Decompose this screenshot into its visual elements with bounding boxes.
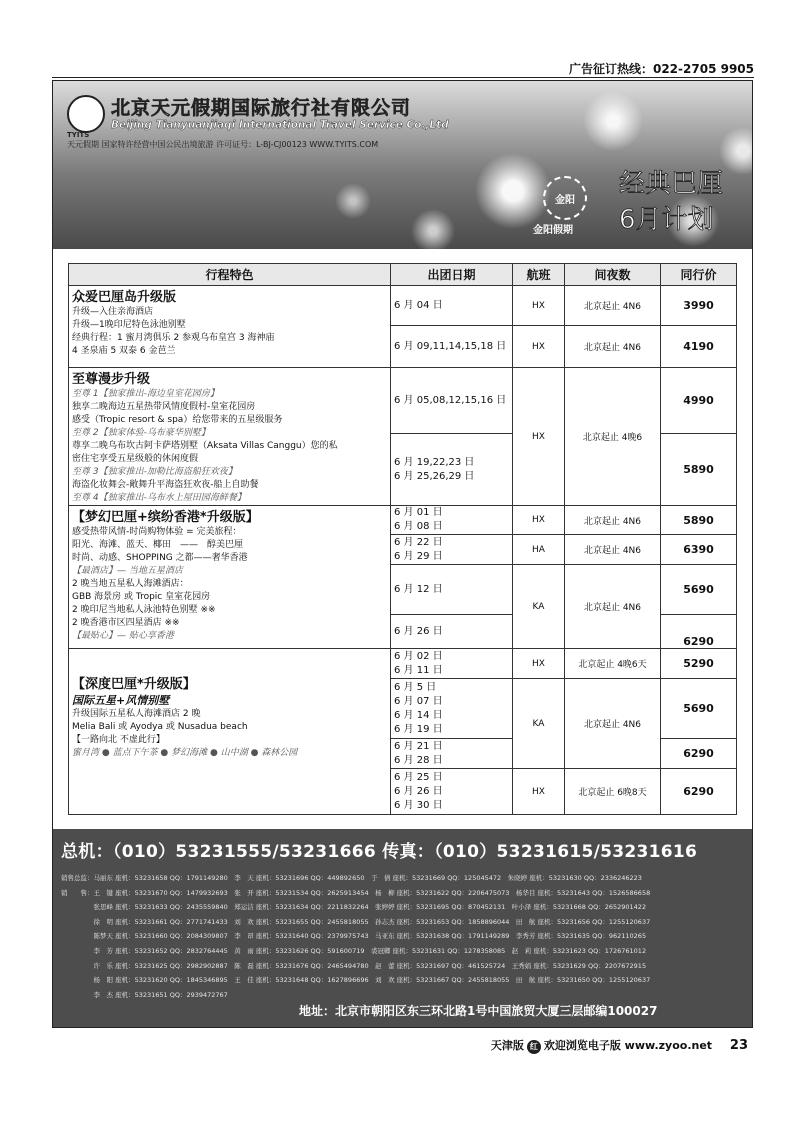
date-cell	[391, 679, 513, 739]
date-cell	[391, 535, 513, 565]
license-line: 天元假期 国家特许经营中国公民出境旅游 许可证号：L-BJ-CJ00123 WWW.TYITS.COM	[67, 140, 379, 149]
date-line: 6 月 08 日	[394, 521, 443, 532]
section2-features	[69, 368, 391, 506]
table-row	[69, 649, 737, 679]
price-cell: 5690	[661, 565, 737, 615]
price-cell: 3990	[661, 286, 737, 326]
price-cell: 6390	[661, 535, 737, 565]
company-logo-icon	[67, 95, 105, 133]
date-cell	[391, 769, 513, 815]
flight-cell: HX	[513, 286, 565, 326]
nights-cell: 北京起止 4N6	[565, 286, 661, 326]
price-cell: 5890	[661, 434, 737, 506]
address: 地址：北京市朝阳区东三环北路1号中国旅贸大厦三层邮编100027	[299, 1004, 658, 1018]
feature-line: 海盗化妆舞会-敞舞升平海盗狂欢夜-船上自助餐	[72, 480, 259, 490]
nights-cell: 北京起止 4N6	[565, 326, 661, 368]
feature-line: 至尊 4【独家推出-乌布水上屋田园海鲜餐】	[72, 493, 246, 503]
date-line: 6 月 14 日	[394, 709, 443, 721]
section3-features	[69, 506, 391, 649]
date-line: 6 月 19 日	[394, 723, 443, 735]
price-cell: 6290	[661, 615, 737, 649]
nights-cell: 北京起止 4N6	[565, 565, 661, 649]
staff-row: 徐 明 座机：53231661 QQ：2771741433 刘 欢 座机：53231655 QQ：2455818055 孙志杰 座机：53231653 QQ：1858896044 田 航 座机：53231656 QQ：1255120637	[61, 917, 651, 926]
date-line: 6 月 28 日	[394, 754, 443, 766]
promo-subtitle: 6月计划	[619, 205, 714, 235]
feature-line: 至尊 2【独家体验-乌布豪华别墅】	[72, 428, 210, 438]
feature-line: 2 晚印尼当地私人泳池特色别墅 ※※	[72, 605, 216, 615]
flight-cell: KA	[513, 679, 565, 769]
feature-line: 经典行程：1 蜜月湾俱乐 2 参观乌布皇宫 3 海神庙	[72, 333, 275, 343]
itinerary-table	[68, 263, 737, 815]
date-line: 6 月 21 日	[394, 740, 443, 752]
price-cell: 5890	[661, 506, 737, 535]
feature-line: 至尊 1【独家推出-海边皇室花园房】	[72, 389, 219, 399]
date-line: 6 月 25,26,29 日	[394, 470, 475, 482]
logo-text: TYITS	[67, 131, 90, 139]
date-cell	[391, 649, 513, 679]
staff-list	[61, 871, 746, 1002]
date-cell	[391, 434, 513, 506]
table-row	[69, 286, 737, 326]
nights-cell: 北京起止 6晚8天	[565, 769, 661, 815]
feature-line: 感受（Tropic resort & spa）给您带来的五星级服务	[72, 415, 283, 425]
feature-line: 独享二晚海边五星热带风情度假村-皇室花园房	[72, 402, 256, 412]
flight-cell: HX	[513, 326, 565, 368]
section1-title: 众爱巴厘岛升级版	[72, 290, 177, 305]
date-line: 6 月 19,22,23 日	[394, 456, 475, 468]
table-row	[69, 506, 737, 535]
nights-cell: 北京起止 4N6	[565, 535, 661, 565]
phone-line: 总机：（010）53231555/53231666 传真：（010）53231615/53231616	[61, 842, 698, 862]
banner	[53, 81, 752, 249]
page-number: 23	[729, 1038, 748, 1053]
table-header-row	[69, 264, 737, 286]
section4-features	[69, 649, 391, 815]
col-nights: 间夜数	[565, 264, 661, 286]
ad-hotline: 广告征订热线：022-2705 9905	[568, 62, 754, 76]
feature-line: 尊享二晚乌布坎古阿卡萨塔别墅（Aksata Villas Canggu）您的私	[72, 441, 338, 451]
spacer	[72, 664, 387, 676]
date-cell: 6 月 26 日	[391, 615, 513, 649]
staff-row: 杨 阳 座机：53231620 QQ：1845346895 王 佳 座机：53231648 QQ：1627896696 刘 欢 座机：53231667 QQ：2455818055 田 航 座机：53231650 QQ：1255120637	[61, 976, 651, 985]
staff-row: 张思峰 座机：53231633 QQ：2435559840 郑运洁 座机：53231634 QQ：2211832264 张婷婷 座机：53231695 QQ：870452131 叶小泽 座机：53231668 QQ：2652901422	[61, 903, 647, 912]
flight-cell: HX	[513, 506, 565, 535]
feature-line: 密住宅享受五星级般的休闲度假	[72, 454, 199, 464]
nights-cell: 北京起止 4晚6	[565, 368, 661, 506]
feature-line: 升级—1晚印尼特色泳池别墅	[72, 320, 186, 330]
section4-subtitle: 国际五星+风情别墅	[72, 694, 170, 707]
date-line: 6 月 02 日	[394, 650, 443, 662]
date-cell	[391, 506, 513, 535]
price-cell: 4990	[661, 368, 737, 434]
feature-line: 升级—入住亲海酒店	[72, 307, 154, 317]
staff-row: 销售总监：马丽东 座机：53231658 QQ：1791149280 李 天 座机：53231696 QQ：449892650 于 倩 座机：53231669 QQ：125045472 朱晓婷 座机：53231630 QQ：2336246223	[61, 874, 642, 882]
staff-row: 李 芳 座机：53231652 QQ：2832764445 黄 雨 座机：53231626 QQ：591600719 裘冠卿 座机：53231631 QQ：1278358085 赵 莉 座机：53231623 QQ：1726761012	[61, 946, 647, 955]
col-features: 行程特色	[69, 264, 391, 286]
top-rule	[52, 77, 754, 78]
date-line: 6 月 26 日	[394, 785, 443, 797]
flight-cell: HX	[513, 769, 565, 815]
promo-title: 经典巴厘	[619, 169, 724, 199]
feature-line: GBB 海景房 或 Tropic 皇室花园房	[72, 592, 211, 602]
section2-title: 至尊漫步升级	[72, 372, 151, 387]
feature-line: 2 晚当地五星私人海滩酒店：	[72, 579, 189, 589]
company-name-en: Beijing Tianyuanjiaqi International Travel Service Co.,Ltd	[111, 119, 449, 131]
feature-line: 【一路向北 不虚此行】	[72, 735, 165, 745]
date-cell: 6 月 12 日	[391, 565, 513, 615]
col-price: 同行价	[661, 264, 737, 286]
section3-title: 【梦幻巴厘+缤纷香港*升级版】	[72, 510, 259, 525]
date-line: 6 月 22 日	[394, 536, 443, 548]
flight-cell: HX	[513, 368, 565, 506]
staff-row: 李 杰 座机：53231651 QQ：2939472767	[61, 990, 228, 999]
feature-line: 时尚、动感、SHOPPING 之都——奢华香港	[72, 553, 248, 563]
date-line: 6 月 11 日	[394, 664, 443, 676]
nights-cell: 北京起止 4晚6天	[565, 649, 661, 679]
feature-line: 升级国际五星私人海滩酒店 2 晚	[72, 709, 201, 719]
date-line: 6 月 01 日	[394, 507, 443, 518]
staff-row: 销 售：王 键 座机：53231670 QQ：1479932693 张 开 座机：53231534 QQ：2625913454 杨 柳 座机：53231622 QQ：2206475073 杨华目 座机：53231643 QQ：1526586658	[61, 888, 651, 897]
date-cell: 6 月 04 日	[391, 286, 513, 326]
brand-badge-icon	[543, 176, 587, 220]
section1-features	[69, 286, 391, 368]
nights-cell: 北京起止 4N6	[565, 679, 661, 769]
price-cell: 4190	[661, 326, 737, 368]
feature-line: 【最酒店】— 当地五星酒店	[72, 566, 183, 576]
price-cell: 5690	[661, 679, 737, 739]
col-dates: 出团日期	[391, 264, 513, 286]
flight-cell: HX	[513, 649, 565, 679]
badge-label: 金阳假期	[533, 225, 573, 236]
feature-line: 2 晚香港市区四星酒店 ※※	[72, 618, 180, 628]
table-row	[69, 368, 737, 434]
date-line: 6 月 5 日	[394, 681, 437, 693]
feature-line: 蜜月湾 ● 蓝点下午茶 ● 梦幻海滩 ● 山中湖 ● 森林公园	[72, 748, 298, 758]
section4-title: 【深度巴厘*升级版】	[72, 677, 196, 692]
date-cell	[391, 739, 513, 769]
date-line: 6 月 30 日	[394, 799, 443, 811]
feature-line: Melia Bali 或 Ayodya 或 Nusadua beach	[72, 722, 248, 732]
spacer	[72, 652, 387, 664]
company-name-cn: 北京天元假期国际旅行社有限公司	[111, 97, 412, 119]
date-line: 6 月 07 日	[394, 695, 443, 707]
col-flight: 航班	[513, 264, 565, 286]
nights-cell: 北京起止 4N6	[565, 506, 661, 535]
date-cell: 6 月 05,08,12,15,16 日	[391, 368, 513, 434]
flight-cell: KA	[513, 565, 565, 649]
feature-line: 至尊 3【独家推出-加勒比海盗船狂欢夜】	[72, 467, 237, 477]
date-cell: 6 月 09,11,14,15,18 日	[391, 326, 513, 368]
price-cell: 6290	[661, 769, 737, 815]
edition-label: 天津版	[490, 1039, 524, 1052]
contact-panel	[53, 829, 752, 1027]
badge-text: 金阳	[555, 194, 575, 206]
feature-line: 阳光、海滩、蓝天、椰田 —— 醇美巴厘	[72, 540, 244, 550]
date-line: 6 月 29 日	[394, 550, 443, 562]
feature-line: 感受热带风情-时尚购物体验 = 完美旅程：	[72, 527, 242, 537]
website-slogan[interactable]: 欢迎浏览电子版 www.zyoo.net	[543, 1039, 713, 1052]
date-line: 6 月 25 日	[394, 771, 443, 783]
staff-row: 许 乐 座机：53231625 QQ：2982902887 陈 磊 座机：53231676 QQ：2465494780 赵 蕾 座机：53231697 QQ：461525724 王秀娟 座机：53231629 QQ：2207672915	[61, 961, 647, 970]
price-cell: 5290	[661, 649, 737, 679]
page-footer	[491, 1037, 748, 1054]
feature-line: 4 圣泉庙 5 双泰 6 金芭兰	[72, 346, 176, 356]
flight-cell: HA	[513, 535, 565, 565]
edition-badge-icon: 红	[527, 1040, 541, 1054]
staff-row: 陈梦天 座机：53231660 QQ：2084309807 李 昂 座机：53231640 QQ：2379975743 马亚东 座机：53231638 QQ：1791149289 李秀芳 座机：53231635 QQ：962110265	[61, 932, 647, 941]
price-cell: 6290	[661, 739, 737, 769]
feature-line: 【最贴心】— 贴心享香港	[72, 631, 174, 641]
